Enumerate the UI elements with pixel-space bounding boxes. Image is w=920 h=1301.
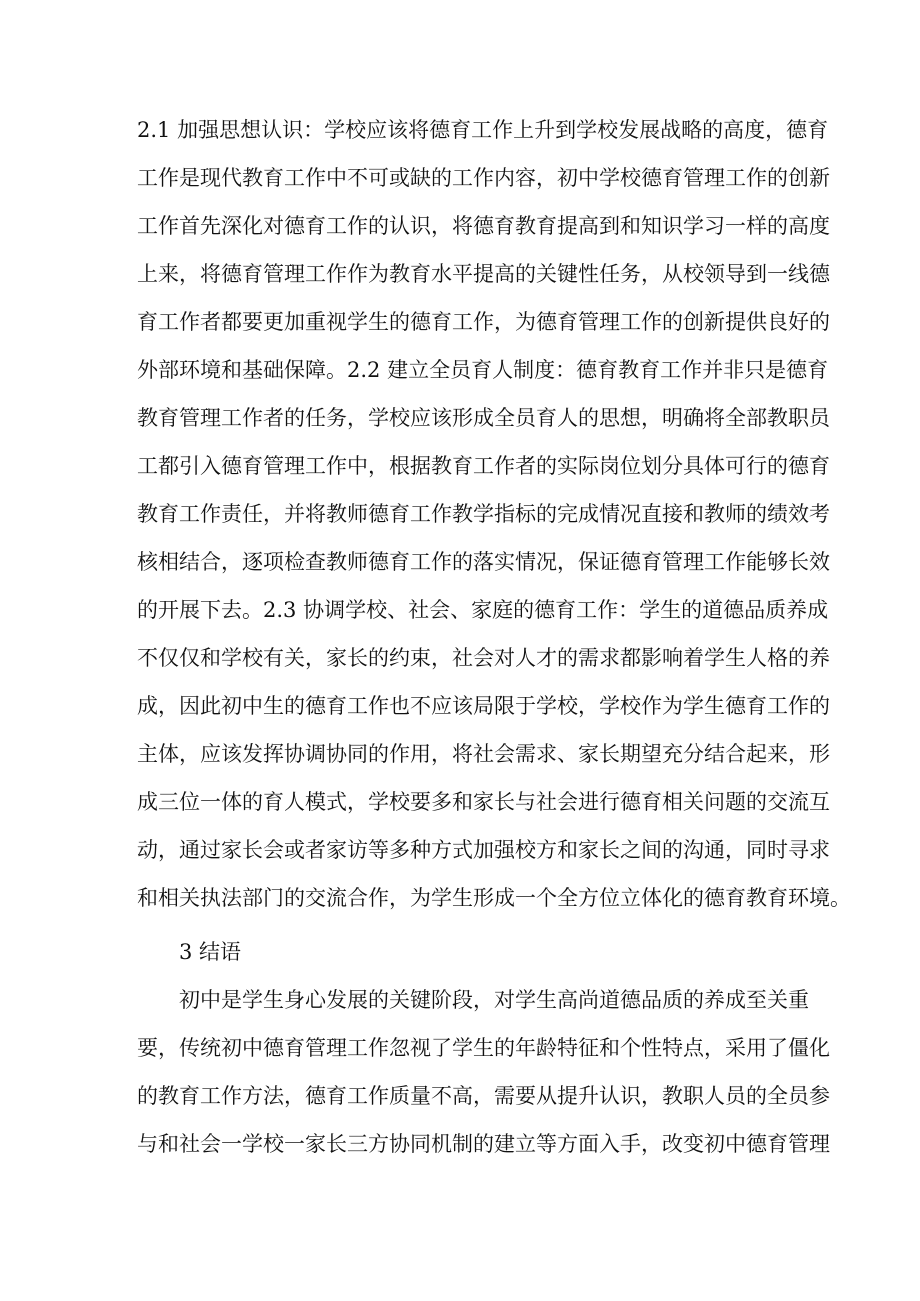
conclusion-line: 与和社会一学校一家长三方协同机制的建立等方面入手，改变初中德育管理 (137, 1132, 830, 1156)
body-line: 的开展下去。2.3 协调学校、社会、家庭的德育工作：学生的道德品质养成 (137, 598, 829, 622)
body-line: 工作是现代教育工作中不可或缺的工作内容，初中学校德育管理工作的创新 (137, 166, 830, 190)
body-line: 不仅仅和学校有关，家长的约束，社会对人才的需求都影响着学生人格的养 (137, 646, 830, 670)
body-line: 和相关执法部门的交流合作，为学生形成一个全方位立体化的德育教育环境。 (137, 886, 851, 910)
body-line: 教育管理工作者的任务，学校应该形成全员育人的思想，明确将全部教职员 (137, 406, 830, 430)
section-heading: 3 结语 (179, 940, 242, 964)
body-line: 动，通过家长会或者家访等多种方式加强校方和家长之间的沟通，同时寻求 (137, 838, 830, 862)
body-line: 2.1 加强思想认识：学校应该将德育工作上升到学校发展战略的高度，德育 (137, 118, 829, 142)
conclusion-line: 的教育工作方法，德育工作质量不高，需要从提升认识，教职人员的全员参 (137, 1084, 830, 1108)
body-line: 工作首先深化对德育工作的认识，将德育教育提高到和知识学习一样的高度 (137, 214, 830, 238)
conclusion-line: 要，传统初中德育管理工作忽视了学生的年龄特征和个性特点，采用了僵化 (137, 1036, 830, 1060)
body-line: 教育工作责任，并将教师德育工作教学指标的完成情况直接和教师的绩效考 (137, 502, 830, 526)
body-line: 核相结合，逐项检查教师德育工作的落实情况，保证德育管理工作能够长效 (137, 550, 830, 574)
body-line: 工都引入德育管理工作中，根据教育工作者的实际岗位划分具体可行的德育 (137, 454, 830, 478)
body-line: 上来，将德育管理工作作为教育水平提高的关键性任务，从校领导到一线德 (137, 262, 830, 286)
body-line: 育工作者都要更加重视学生的德育工作，为德育管理工作的创新提供良好的 (137, 310, 830, 334)
conclusion-line: 初中是学生身心发展的关键阶段，对学生高尚道德品质的养成至关重 (179, 988, 809, 1012)
body-line: 主体，应该发挥协调协同的作用，将社会需求、家长期望充分结合起来，形 (137, 742, 830, 766)
body-line: 成，因此初中生的德育工作也不应该局限于学校，学校作为学生德育工作的 (137, 694, 830, 718)
body-line: 外部环境和基础保障。2.2 建立全员育人制度：德育教育工作并非只是德育 (137, 358, 829, 382)
body-line: 成三位一体的育人模式，学校要多和家长与社会进行德育相关问题的交流互 (137, 790, 830, 814)
